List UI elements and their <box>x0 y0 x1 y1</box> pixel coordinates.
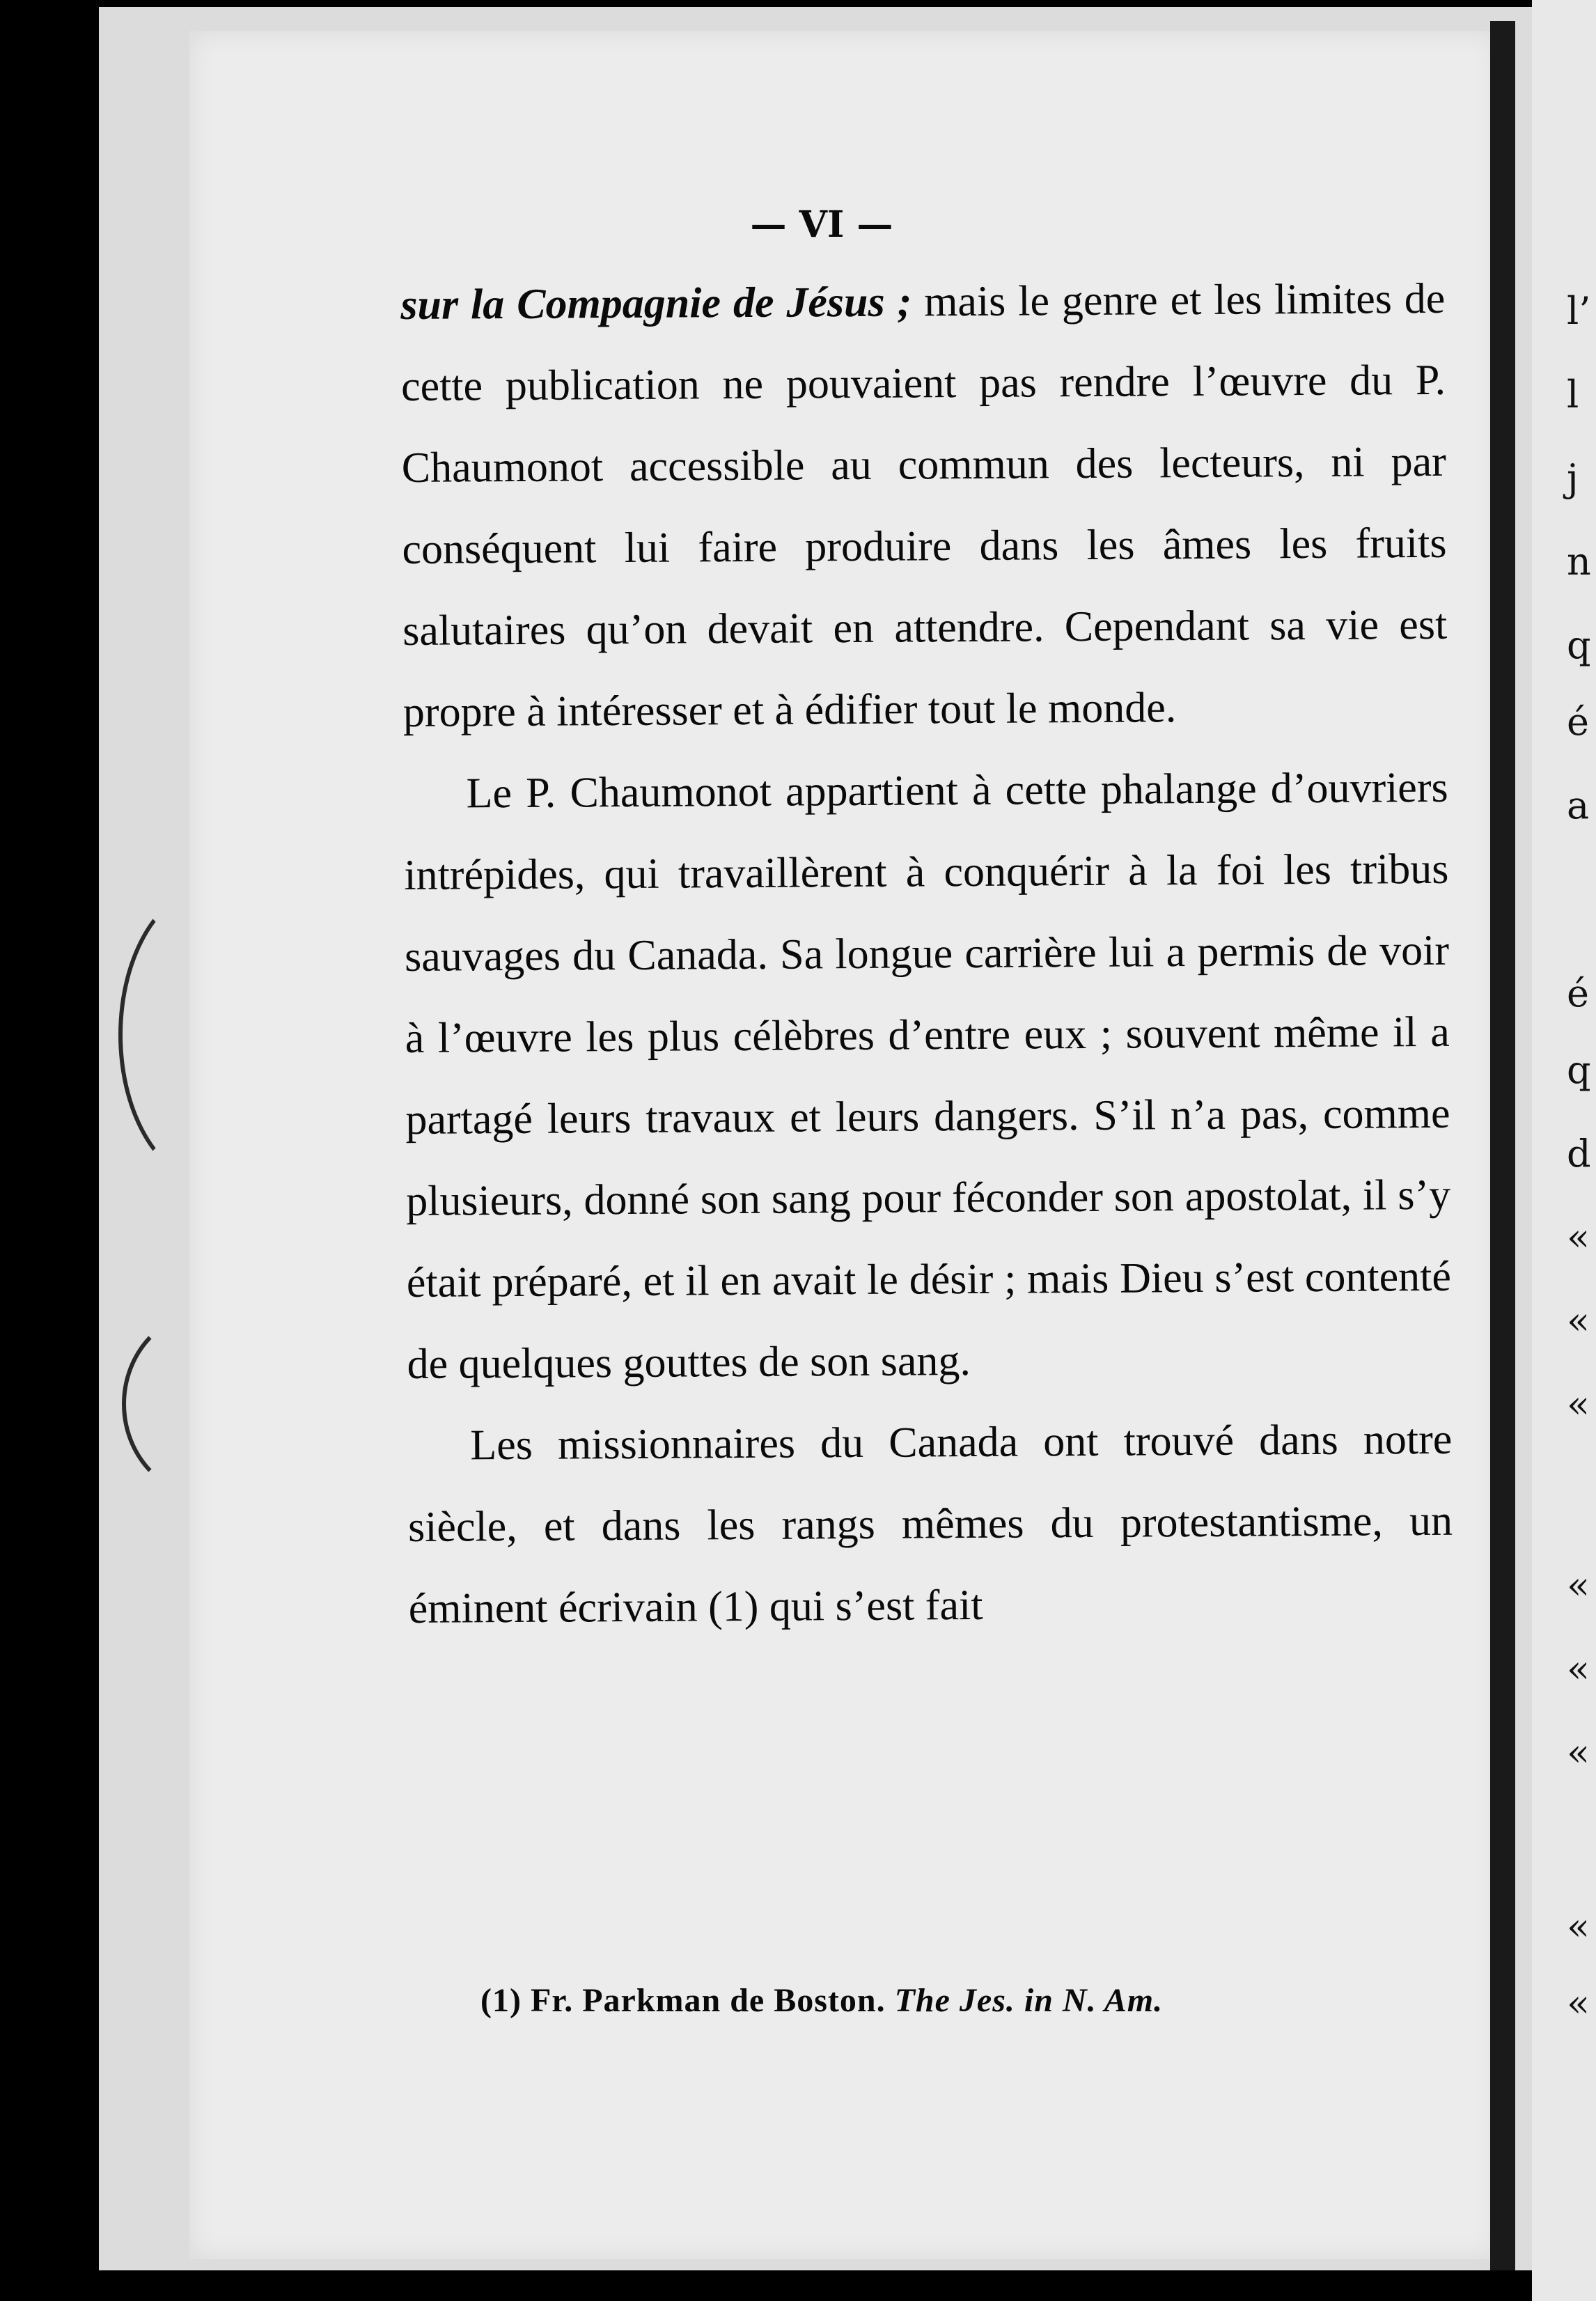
paragraph-text: mais le genre et les limites de cette publication ne pouvaient pas rendre l’œuvre du P. Chaumonot accessible au commun des lecteurs, ni par conséquent lui faire produire dans les âmes les fruits salutaires qu’on devait en attendre. Cependant sa vie est propre à intéresser et à édifier tout le monde. <box>400 274 1448 736</box>
paragraph <box>400 258 1448 754</box>
facing-fragment: q <box>1567 1048 1591 1092</box>
footnote-italic: The Jes. in N. Am. <box>894 1982 1164 2019</box>
facing-fragment: « <box>1567 1981 1590 2025</box>
page-gutter <box>1490 21 1515 2270</box>
facing-fragment: é <box>1567 972 1589 1015</box>
page-number: — VI — <box>750 203 893 246</box>
paragraph-text: Les missionnaires du Canada ont trouvé dans notre siècle, et dans les rangs mêmes du protestantisme, un éminent écrivain (1) qui s’est fait <box>407 1415 1453 1632</box>
facing-fragment: d <box>1567 1132 1591 1176</box>
italic-title: sur la Compagnie de Jésus ; <box>400 278 912 329</box>
facing-fragment: l’ <box>1567 289 1591 333</box>
facing-fragment: « <box>1567 1215 1590 1259</box>
facing-fragment: l <box>1567 373 1579 416</box>
facing-fragment: j <box>1567 456 1579 500</box>
body-text <box>400 258 1453 1650</box>
facing-fragment: n <box>1567 540 1591 584</box>
footnote-text: (1) Fr. Parkman de Boston. <box>480 1982 895 2019</box>
facing-fragment: « <box>1567 1905 1590 1949</box>
facing-fragment: é <box>1567 700 1589 744</box>
footnote <box>480 1981 1386 2020</box>
paragraph <box>403 747 1452 1405</box>
facing-fragment: « <box>1567 1299 1590 1343</box>
paragraph-text: Le P. Chaumonot appartient à cette phalange d’ouvriers intrépides, qui travaillèrent à conquérir à la foi les tribus sauvages du Canada. Sa longue carrière lui a permis de voir à l’œuvre les plus célèbres d’entre eux ; souvent même il a partagé leurs travaux et leurs dangers. S’il n’a pas, comme plusieurs, donné son sang pour féconder son apostolat, il s’y était préparé, et il en avait le désir ; mais Dieu s’est contenté de quelques gouttes de son sang. <box>404 763 1452 1388</box>
facing-fragment: q <box>1567 623 1591 667</box>
facing-fragment: « <box>1567 1563 1590 1607</box>
paragraph <box>407 1399 1453 1650</box>
facing-fragment: « <box>1567 1647 1590 1691</box>
facing-fragment: « <box>1567 1731 1590 1774</box>
facing-fragment: a <box>1567 783 1590 827</box>
facing-fragment: « <box>1567 1382 1590 1426</box>
